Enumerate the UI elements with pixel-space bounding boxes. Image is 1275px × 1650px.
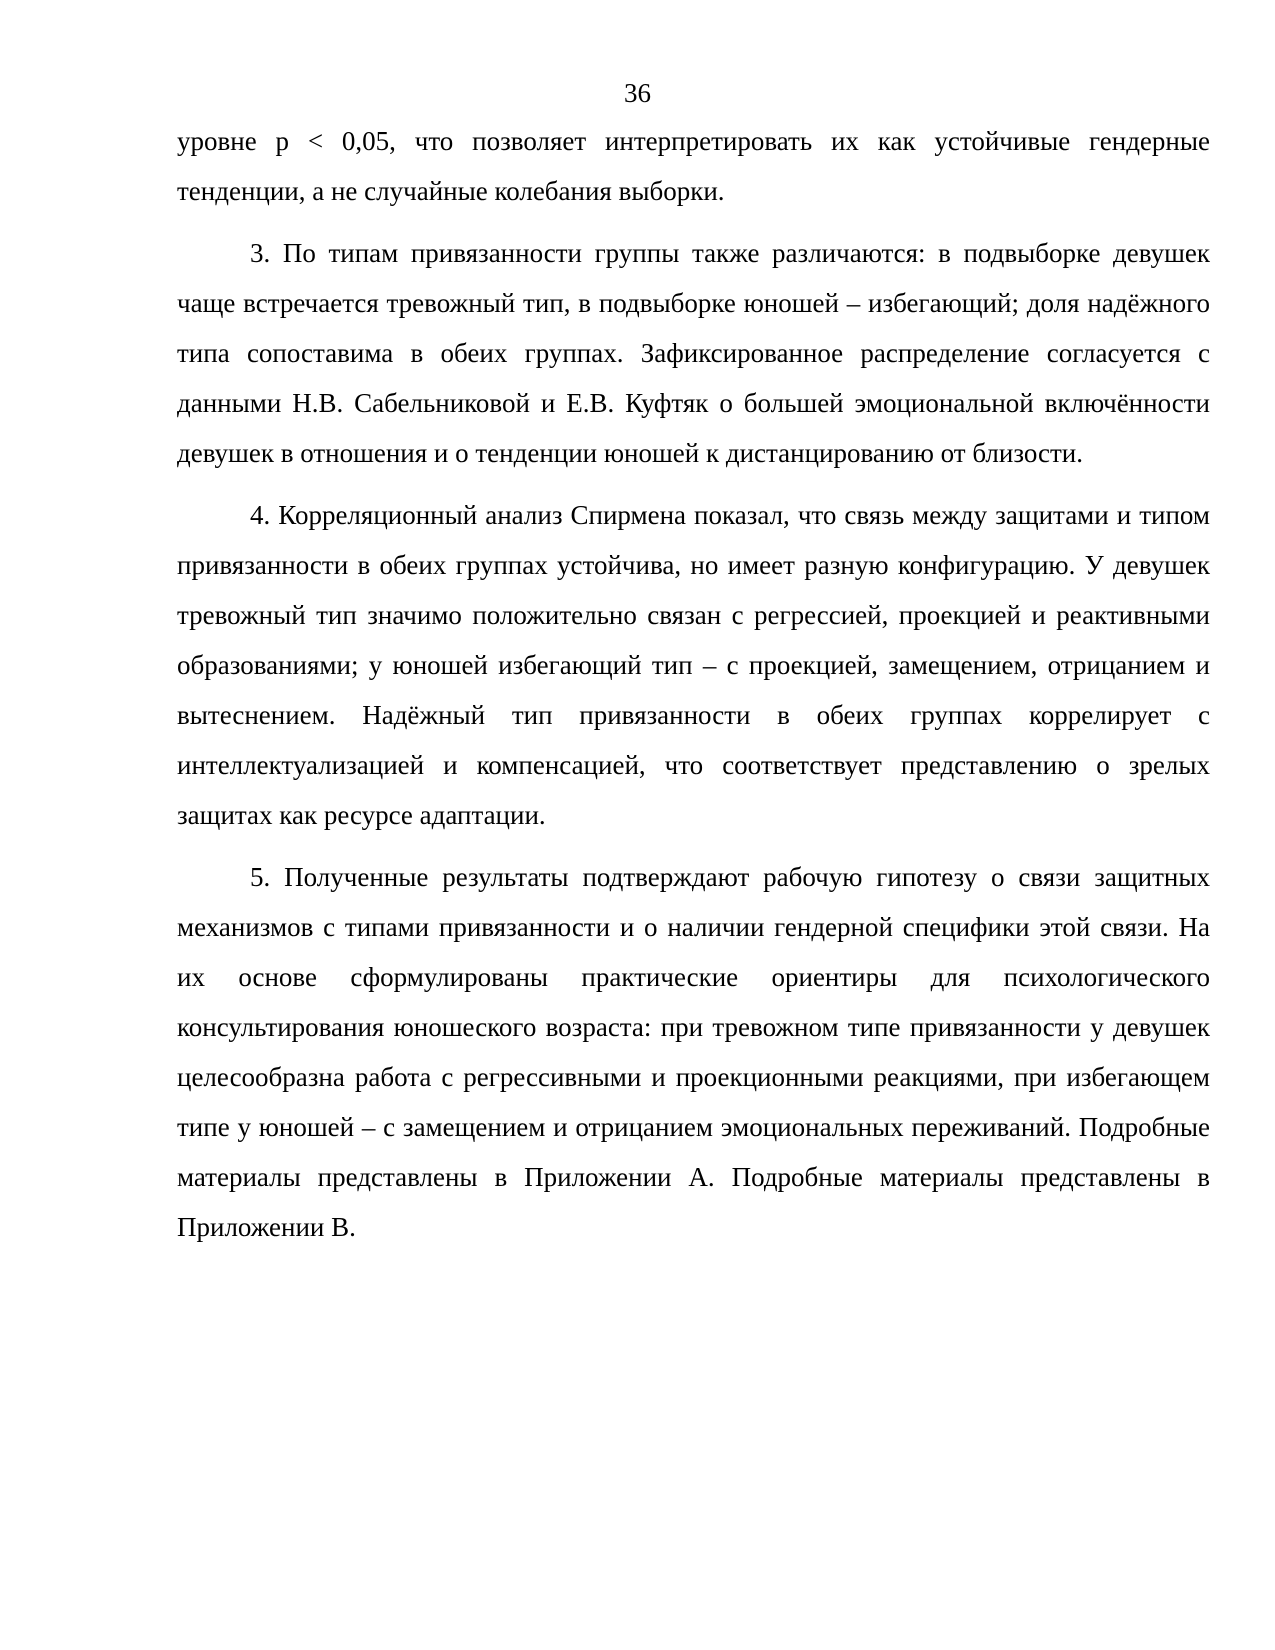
- paragraph-item-3: 3. По типам привязанности группы также различаются: в подвыборке девушек чаще встречается тревожный тип, в подвыборке юношей – избегающий; доля надёжного типа сопоставима в обеих группах. Зафиксированное распределение согласуется с данными Н.В. Сабельниковой и Е.В. Куфтяк о большей эмоциональной включённости девушек в отношения и о тенденции юношей к дистанцированию от близости.: [177, 238, 1210, 468]
- paragraph-item-4: 4. Корреляционный анализ Спирмена показал, что связь между защитами и типом привязанности в обеих группах устойчива, но имеет разную конфигурацию. У девушек тревожный тип значимо положительно связан с регрессией, проекцией и реактивными образованиями; у юношей избегающий тип – с проекцией, замещением, отрицанием и вытеснением. Надёжный тип привязанности в обеих группах коррелирует с интеллектуализацией и компенсацией, что соответствует представлению о зрелых защитах как ресурсе адаптации.: [177, 500, 1210, 830]
- body-text: [177, 116, 1210, 1264]
- page-number: 36: [624, 78, 651, 108]
- paragraph-continuation: уровне р < 0,05, что позволяет интерпретировать их как устойчивые гендерные тенденции, а не случайные колебания выборки.: [177, 126, 1210, 206]
- paragraph-item-5: 5. Полученные результаты подтверждают рабочую гипотезу о связи защитных механизмов с типами привязанности и о наличии гендерной специфики этой связи. На их основе сформулированы практические ориентиры для психологического консультирования юношеского возраста: при тревожном типе привязанности у девушек целесообразна работа с регрессивными и проекционными реакциями, при избегающем типе у юношей – с замещением и отрицанием эмоциональных переживаний. Подробные материалы представлены в Приложении А. Подробные материалы представлены в Приложении В.: [177, 862, 1210, 1242]
